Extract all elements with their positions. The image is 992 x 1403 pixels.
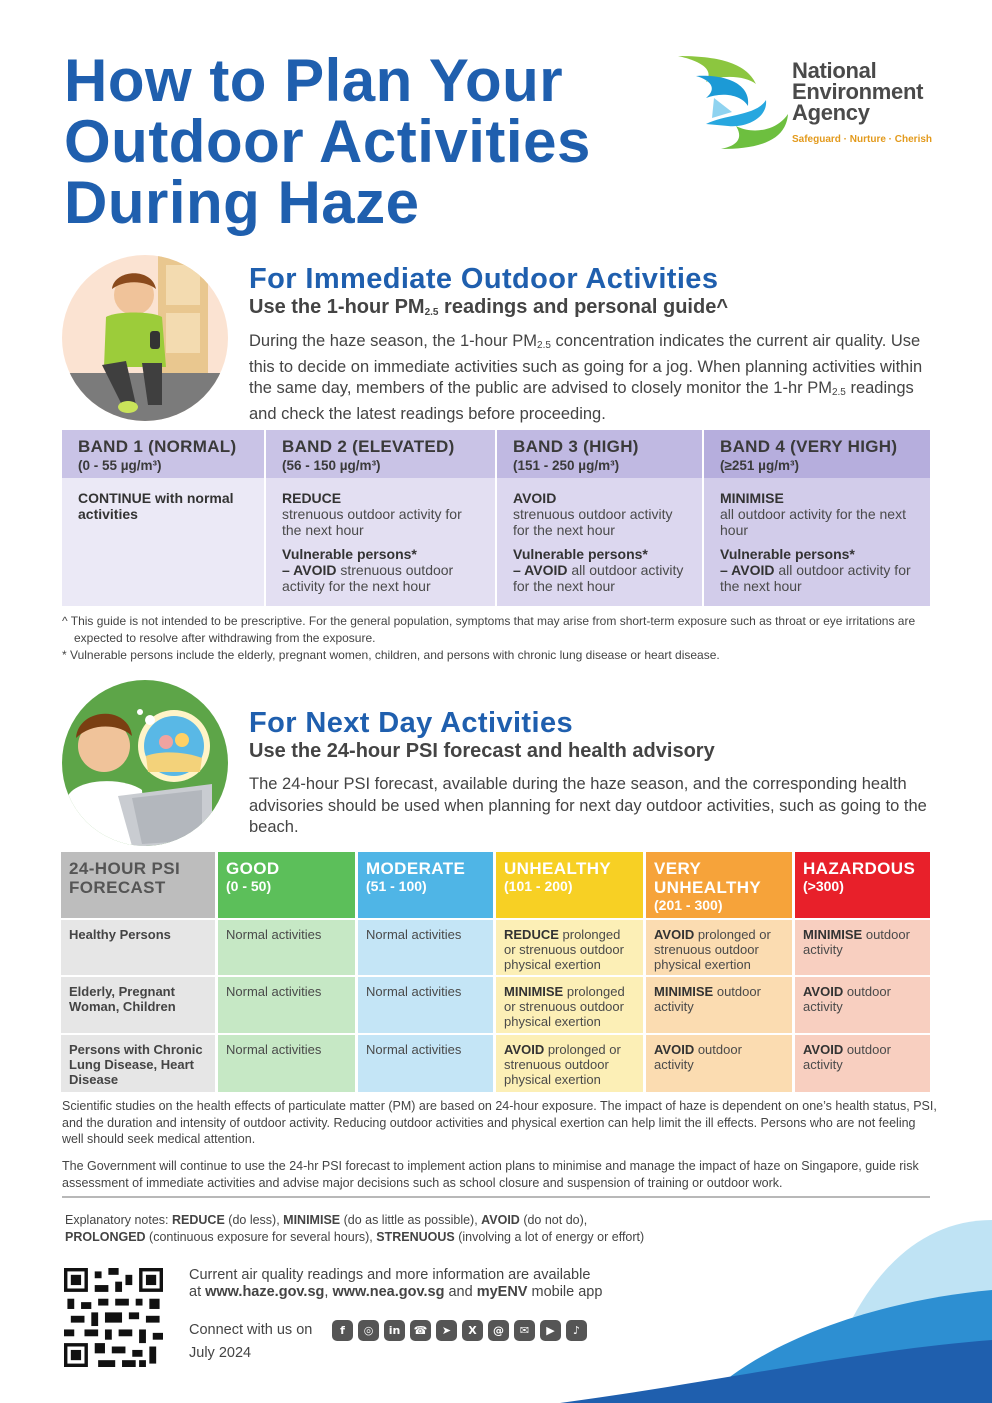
advisory-cell [646,920,792,975]
note-definition: (involving a lot of energy or effort) [454,1230,645,1244]
band-advice [704,478,930,606]
advisory-cell [795,1035,930,1092]
advisory-text: prolonged or strenuous outdoor physical exertion [504,927,624,972]
advisory-cell [358,920,493,975]
vulnerable-label: Vulnerable persons* [282,546,417,562]
band-header [62,430,264,478]
psi-header-hazardous [795,852,930,918]
band-range: (≥251 µg/m³) [720,458,799,473]
x-icon[interactable]: X [462,1320,483,1341]
linkedin-icon[interactable]: in [384,1320,405,1341]
facebook-icon[interactable]: f [332,1320,353,1341]
advisory-cell [646,977,792,1033]
advisory-text: outdoor activity [654,1042,742,1072]
telegram-icon[interactable]: ➤ [436,1320,457,1341]
note-definition: (do not do), [519,1213,588,1227]
note-definition: (do as little as possible), [340,1213,482,1227]
advisory-cell [218,977,355,1033]
note-term: MINIMISE [283,1213,341,1227]
band-action: AVOID [513,490,557,506]
advisory-cell [218,920,355,975]
government-paragraph: The Government will continue to use the 24-hr PSI forecast to implement action plans to minimise and manage the impact of haze on Singapore, guide risk assessment of immediate activities and advise major decisions such as school closure and suspension of training or outdoor work. [62,1159,919,1190]
band-action-detail: strenuous outdoor activity for the next hour [282,506,462,538]
nea-logo-icon [676,54,791,154]
section1-heading: For Immediate Outdoor Activities [249,263,719,295]
band-range: (0 - 55 µg/m³) [78,458,162,473]
advisory-text: Normal activities [366,927,462,942]
nea-logo-text [792,60,923,123]
footnote: * Vulnerable persons include the elderly, pregnant women, children, and persons with chronic lung disease or heart disease. [62,648,720,662]
advisory-cell [358,977,493,1033]
title-line: During Haze [64,169,420,236]
advisory-action: MINIMISE [803,927,863,942]
advisory-text: Normal activities [226,927,322,942]
advisory-cell [496,1035,643,1092]
band-name: BAND 3 (HIGH) [513,437,639,456]
advisory-text: Normal activities [366,1042,462,1057]
paragraph-text: concentration indicates the current air quality. Use this to decide on immediate activities such as going for a jog. When planning activities within the same day, members of the public are advised to closely monitor the 1-hr PM [249,332,923,397]
psi-level-range: (51 - 100) [366,878,427,894]
footer-text: and [444,1284,477,1300]
pm25-bands-table [62,430,930,606]
psi-level-range: (201 - 300) [654,897,723,913]
note-definition: (do less), [224,1213,284,1227]
paragraph-text: readings and check the latest readings before proceeding. [249,379,914,423]
advisory-cell [358,1035,493,1092]
section1-paragraph [249,331,939,425]
nea-website-link[interactable]: www.nea.gov.sg [332,1284,445,1300]
advisory-action: AVOID [654,927,695,942]
advisory-cell [218,1035,355,1092]
footer-text: , [324,1284,333,1300]
advisory-cell [795,920,930,975]
band-advice [497,478,702,606]
logo-line: Environment [792,79,924,104]
band-advice [62,478,264,606]
vulnerable-action: – AVOID [282,562,337,578]
advisory-text: Normal activities [226,1042,322,1057]
psi-level-name: VERY UNHEALTHY [654,859,762,897]
advisory-text: outdoor activity [803,984,891,1014]
vulnerable-detail: strenuous outdoor activity for the next hour [282,562,454,594]
title-line: How to Plan Your [64,47,564,114]
band-header [497,430,702,478]
band-action: REDUCE [282,490,342,506]
myenv-app-link[interactable]: myENV [476,1284,528,1300]
band-4 [704,430,930,606]
connect-label: Connect with us on [189,1322,313,1338]
footer-info-line2 [189,1284,602,1301]
row-label: Persons with Chronic Lung Disease, Heart Disease [61,1035,215,1092]
subscript: 2.5 [537,340,551,351]
note-term: REDUCE [172,1213,225,1227]
youtube-icon[interactable]: ▶ [540,1320,561,1341]
band-2 [266,430,495,606]
note-definition: (continuous exposure for several hours), [145,1230,377,1244]
advisory-text: outdoor activity [803,927,910,957]
jogger-tying-shoe-illustration [62,255,228,421]
advisory-action: AVOID [504,1042,545,1057]
band-action-detail: strenuous outdoor activity for the next hour [513,506,673,538]
advisory-text: prolonged or strenuous outdoor physical exertion [504,984,625,1029]
email-icon[interactable]: ✉ [514,1320,535,1341]
note-term: PROLONGED [65,1230,146,1244]
band-action: CONTINUE with normal activities [78,490,234,522]
band-advice [266,478,495,606]
psi-table-corner [61,852,215,918]
vulnerable-label: Vulnerable persons* [720,546,855,562]
advisory-text: outdoor activity [654,984,761,1014]
note-term: STRENUOUS [376,1230,455,1244]
logo-tagline: Safeguard · Nurture · Cherish [792,134,933,145]
tiktok-icon[interactable]: ♪ [566,1320,587,1341]
person-with-laptop-thinking-of-beach-illustration [62,680,228,846]
qr-code-icon[interactable] [64,1268,163,1367]
band-action: MINIMISE [720,490,784,506]
row-label: Elderly, Pregnant Woman, Children [61,977,215,1033]
subscript: 2.5 [831,387,846,398]
band-header [266,430,495,478]
footnotes [62,613,942,664]
section1-sub-text: readings and personal guide^ [438,296,728,318]
advisory-text: Normal activities [366,984,462,999]
logo-line: National [792,58,877,83]
instagram-icon[interactable]: ◎ [358,1320,379,1341]
page-title [64,47,664,236]
threads-icon[interactable]: @ [488,1320,509,1341]
subscript: 2.5 [424,307,439,318]
psi-level-name: MODERATE [366,859,466,878]
whatsapp-icon[interactable]: ☎ [410,1320,431,1341]
advisory-cell [795,977,930,1033]
band-header [704,430,930,478]
psi-level-name: GOOD [226,859,280,878]
advisory-cell [496,920,643,975]
corner-label: 24-HOUR PSI FORECAST [69,859,181,897]
decorative-wave-shape [560,1180,992,1403]
advisory-action: MINIMISE [504,984,564,999]
psi-level-range: (0 - 50) [226,878,272,894]
band-name: BAND 1 (NORMAL) [78,437,237,456]
footnote: ^ This guide is not intended to be prescriptive. For the general population, symptoms that may arise from short-term exposure such as throat or eye irritations are expected to resolve after withdrawing from the exposure. [62,614,916,645]
advisory-action: REDUCE [504,927,559,942]
section2-heading: For Next Day Activities [249,707,574,739]
psi-header-moderate [358,852,493,918]
advisory-text: prolonged or strenuous outdoor physical exertion [654,927,771,972]
section2-paragraph: The 24-hour PSI forecast, available during the haze season, and the corresponding health advisories should be used when planning for next day outdoor activities, such as going to the beach. [249,775,927,836]
band-3 [497,430,702,606]
advisory-action: AVOID [654,1042,695,1057]
band-1 [62,430,264,606]
publication-date: July 2024 [189,1345,252,1361]
vulnerable-detail: all outdoor activity for the next hour [720,562,911,594]
band-range: (151 - 250 µg/m³) [513,458,620,473]
logo-line: Agency [792,100,870,125]
psi-header-good [218,852,355,918]
psi-level-name: UNHEALTHY [504,859,612,878]
advisory-text: prolonged or strenuous outdoor physical exertion [504,1042,621,1087]
notes-lead: Explanatory notes: [65,1213,173,1227]
advisory-text: Normal activities [226,984,322,999]
scientific-studies-paragraph: Scientific studies on the health effects of particulate matter (PM) are based on 24-hour exposure. The impact of haze is dependent on one’s health status, PSI, and the duration and intensity of outdoor activity. Reducing outdoor activities and physical exertion can help limit the ill effects. Persons who are not feeling well should seek medical attention. [62,1099,937,1146]
band-range: (56 - 150 µg/m³) [282,458,381,473]
advisory-action: AVOID [803,1042,844,1057]
advisory-cell [646,1035,792,1092]
band-action-detail: all outdoor activity for the next hour [720,506,906,538]
band-name: BAND 2 (ELEVATED) [282,437,455,456]
advisory-text: outdoor activity [803,1042,891,1072]
psi-level-name: HAZARDOUS [803,859,916,878]
footer-info-line1: Current air quality readings and more information are available [189,1267,591,1283]
psi-level-range: (>300) [803,878,844,894]
psi-forecast-table [61,852,929,1090]
footer-text: at [189,1284,206,1300]
paragraph-text: During the haze season, the 1-hour PM [249,332,538,350]
title-line: Outdoor Activities [64,108,591,175]
section1-subheading [249,296,728,319]
vulnerable-action: – AVOID [720,562,775,578]
social-media-icons [332,1320,587,1341]
note-term: AVOID [481,1213,520,1227]
advisory-action: AVOID [803,984,844,999]
band-name: BAND 4 (VERY HIGH) [720,437,898,456]
psi-level-range: (101 - 200) [504,878,573,894]
advisory-action: MINIMISE [654,984,714,999]
vulnerable-action: – AVOID [513,562,568,578]
row-label: Healthy Persons [61,920,215,975]
vulnerable-detail: all outdoor activity for the next hour [513,562,684,594]
section2-subheading: Use the 24-hour PSI forecast and health advisory [249,740,715,762]
section1-sub-text: Use the 1-hour PM [249,296,425,318]
psi-header-very-unhealthy [646,852,792,918]
footer-text: mobile app [527,1284,603,1300]
haze-website-link[interactable]: www.haze.gov.sg [205,1284,325,1300]
advisory-cell [496,977,643,1033]
psi-header-unhealthy [496,852,643,918]
vulnerable-label: Vulnerable persons* [513,546,648,562]
